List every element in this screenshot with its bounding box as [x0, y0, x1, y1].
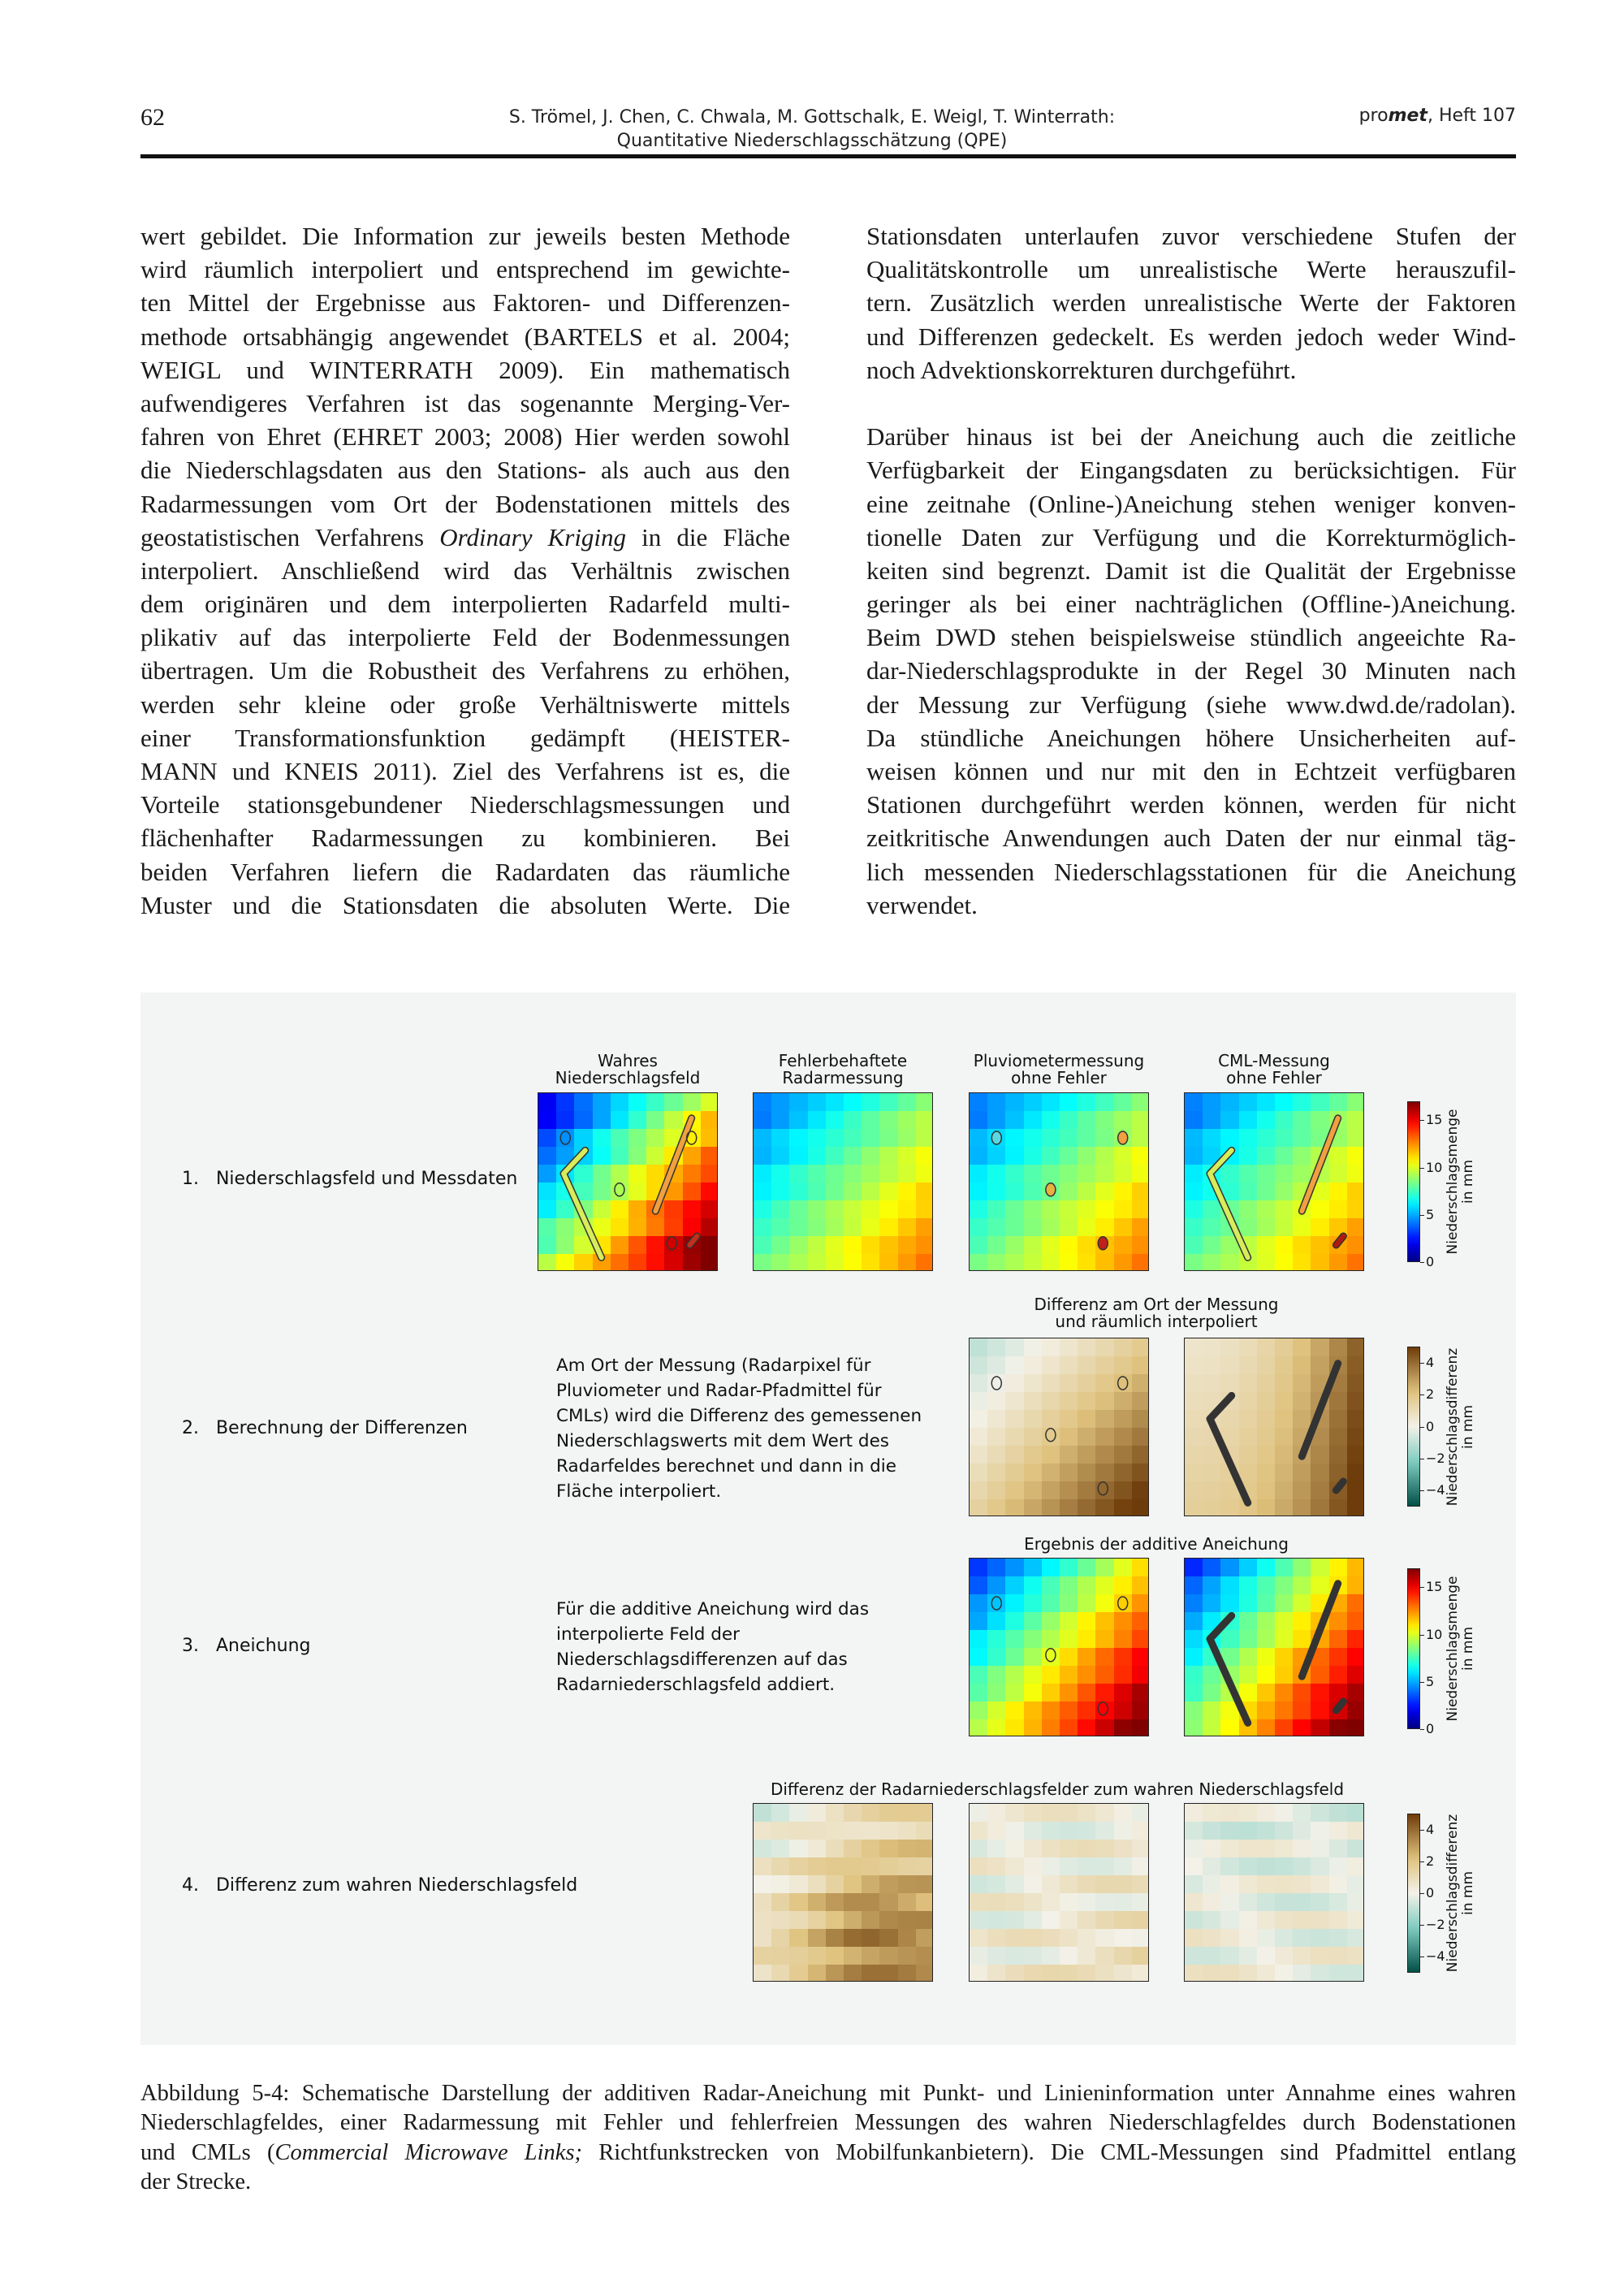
title-line: und räumlich interpoliert: [1055, 1312, 1258, 1331]
colorbar-tick-label: 15: [1426, 1579, 1443, 1595]
text-line: dem originären und dem interpolierten Radarfeld multi-: [140, 590, 790, 619]
panel-pluviometer: [969, 1092, 1149, 1271]
colorbar-tick-mark: [1420, 1925, 1424, 1926]
text-line: tern. Zusätzlich werden unrealistische Werte der Faktoren: [866, 288, 1516, 318]
colorbar-tick-mark: [1420, 1490, 1424, 1491]
rain-gauge-marker: [1046, 1429, 1056, 1442]
colorbar-tick-label: 10: [1426, 1159, 1443, 1175]
title-line: Differenz am Ort der Messung: [1034, 1295, 1279, 1314]
cml-link-fill: [564, 1150, 602, 1257]
cml-link-fill: [1210, 1615, 1248, 1723]
text-segment: und CMLs (: [140, 2139, 275, 2165]
text-line: beiden Verfahren liefern die Radardaten das räumliche: [140, 857, 790, 886]
colorbar-tick-label: 0: [1426, 1721, 1435, 1736]
text-line: WEIGL und WINTERRATH 2009). Ein mathematisch: [140, 355, 790, 384]
colorbar-label: [1445, 1330, 1476, 1524]
text-line: MANN und KNEIS 2011). Ziel des Verfahrens ist es, die: [140, 757, 790, 785]
rain-gauge-marker: [615, 1183, 624, 1196]
description-line: Am Ort der Messung (Radarpixel für: [556, 1356, 871, 1376]
colorbar-label: [1445, 1796, 1476, 1991]
colorbar-tick-mark: [1420, 1861, 1424, 1862]
colorbar-tick-mark: [1420, 1682, 1424, 1683]
rain-gauge-marker: [1118, 1377, 1128, 1390]
text-segment: geostatistischen Verfahrens: [140, 522, 440, 551]
panel-diff-pluvio: [969, 1338, 1149, 1516]
cml-link-fill: [655, 1118, 691, 1211]
cml-link-fill: [1210, 1395, 1248, 1503]
rain-gauge-marker: [1098, 1237, 1108, 1250]
description-line: Radarniederschlagsfeld addiert.: [556, 1675, 836, 1695]
text-line: keiten sind begrenzt. Damit ist die Qualität der Ergebnisse: [866, 556, 1516, 585]
rain-gauge-marker: [1118, 1597, 1128, 1610]
cml-link-fill: [1302, 1118, 1337, 1211]
text-line: wert gebildet. Die Information zur jeweils besten Methode: [140, 222, 790, 250]
colorbar-tick-label: 5: [1426, 1206, 1435, 1222]
caption-line: Niederschlagfeldes, einer Radarmessung mit Fehler und fehlerfreien Messungen des wahren Niederschlagfeldes durch Bodenstationen: [140, 2110, 1516, 2136]
caption-line: [140, 2138, 1516, 2168]
page-number: 62: [140, 104, 165, 131]
caption-line: der Strecke.: [140, 2169, 252, 2195]
title-line: Fehlerbehaftete: [778, 1051, 908, 1070]
colorbar-tick-label: −4: [1426, 1948, 1445, 1965]
text-line: Darüber hinaus ist bei der Aneichung auch die zeitliche: [866, 422, 1516, 452]
panel-title: [1168, 1053, 1380, 1087]
colorbar-tick-mark: [1420, 1830, 1424, 1831]
rain-gauge-marker: [1118, 1131, 1128, 1144]
panel-error-cml: [1184, 1803, 1364, 1982]
colorbar-tick-label: 10: [1426, 1626, 1443, 1642]
panel-overlay: [970, 1559, 1149, 1736]
text-line: methode ortsabhängig angewendet (BARTELS et al. 2004;: [140, 322, 790, 351]
colorbar-tick-label: 0: [1426, 1885, 1435, 1900]
rain-gauge-marker: [991, 1597, 1001, 1610]
text-line: werden sehr kleine oder große Verhältniswerte mittels: [140, 690, 790, 719]
title-line: CML-Messung: [1218, 1051, 1330, 1070]
figure-caption: [140, 2079, 1516, 2198]
row-label: 3. Aneichung: [182, 1636, 311, 1656]
text-line: Qualitätskontrolle um unrealistische Werte herauszufil-: [866, 255, 1516, 284]
panel-radar: [753, 1092, 933, 1271]
panel-overlay: [970, 1804, 1149, 1982]
text-line: geringer als bei einer nachträglichen (Offline-)Aneichung.: [866, 590, 1516, 619]
panel-overlay: [538, 1093, 718, 1271]
description-line: CMLs) wird die Differenz des gemessenen: [556, 1406, 922, 1426]
text-line: verwendet.: [866, 890, 978, 919]
colorbar-tick-mark: [1420, 1262, 1424, 1263]
text-line: plikativ auf das interpolierte Feld der Bodenmessungen: [140, 623, 790, 652]
title-line: Wahres: [598, 1051, 658, 1070]
colorbar-tick-label: −2: [1426, 1917, 1445, 1933]
colorbar-label-line: Niederschlagsmenge: [1445, 1576, 1461, 1722]
text-line: interpoliert. Anschließend wird das Verhältnis zwischen: [140, 556, 790, 585]
panel-adjusted-pluvio: [969, 1558, 1149, 1736]
colorbar-precip: [1407, 1101, 1420, 1262]
rain-gauge-marker: [687, 1131, 697, 1144]
panel-overlay: [970, 1093, 1149, 1271]
italic-text: Ordinary Kriging: [439, 522, 627, 551]
rain-gauge-marker: [1098, 1482, 1108, 1495]
colorbar-tick-label: −2: [1426, 1450, 1445, 1466]
title-line: Pluviometermessung: [973, 1051, 1145, 1070]
colorbar-label: [1445, 1084, 1476, 1279]
text-line: lich messenden Niederschlagsstationen für die Aneichung: [866, 857, 1516, 886]
colorbar-tick-mark: [1420, 1120, 1424, 1121]
text-line: fahren von Ehret (EHRET 2003; 2008) Hier werden sowohl: [140, 422, 790, 452]
rain-gauge-marker: [560, 1131, 570, 1144]
panel-diff-cml: [1184, 1338, 1364, 1516]
colorbar-label-line: in mm: [1460, 1870, 1476, 1916]
row-label: 4. Differenz zum wahren Niederschlagsfeld: [182, 1875, 578, 1896]
text-line: flächenhafter Radarmessungen zu kombinieren. Bei: [140, 824, 790, 853]
colorbar-tick-mark: [1420, 1635, 1424, 1636]
description-line: Niederschlagsdifferenzen auf das: [556, 1650, 848, 1670]
panel-overlay: [1185, 1804, 1364, 1982]
text-line: eine zeitnahe (Online-)Aneichung stehen weniger konven-: [866, 489, 1516, 518]
colorbar-tick-label: 4: [1426, 1354, 1435, 1370]
caption-line: Abbildung 5-4: Schematische Darstellung der additiven Radar-Aneichung mit Punkt- und Linieninformation unter Annahme eines wahren: [140, 2081, 1516, 2106]
colorbar-label-line: in mm: [1460, 1159, 1476, 1204]
row-label: 2. Berechnung der Differenzen: [182, 1418, 468, 1438]
text-line: wird räumlich interpoliert und entsprechend im gewichte-: [140, 255, 790, 284]
text-line: Stationen durchgeführt werden können, werden für nicht: [866, 790, 1516, 819]
text-line: Beim DWD stehen beispielsweise stündlich angeeichte Ra-: [866, 623, 1516, 652]
description-line: interpolierte Feld der: [556, 1624, 740, 1645]
text-line: zeitkritische Anwendungen auch Daten der nur einmal täg-: [866, 824, 1516, 853]
colorbar-tick-mark: [1420, 1363, 1424, 1364]
description-line: Radarfeldes berechnet und dann in die: [556, 1456, 896, 1477]
panel-overlay: [1185, 1338, 1364, 1516]
text-line: einer Transformationsfunktion gedämpft (HEISTER-: [140, 723, 790, 752]
colorbar-tick-label: 4: [1426, 1821, 1435, 1837]
colorbar-precip: [1407, 1568, 1420, 1729]
text-line: ten Mittel der Ergebnisse aus Faktoren- und Differenzen-: [140, 288, 790, 318]
colorbar-tick-mark: [1420, 1394, 1424, 1395]
colorbar-label-line: in mm: [1460, 1626, 1476, 1671]
colorbar-tick-label: 0: [1426, 1418, 1435, 1434]
journal-post: , Heft 107: [1427, 106, 1516, 126]
text-line: tionelle Daten zur Verfügung und die Korrekturmöglich-: [866, 522, 1516, 551]
colorbar-tick-label: 5: [1426, 1673, 1435, 1689]
title-line: Niederschlagsfeld: [555, 1068, 701, 1087]
text-line: übertragen. Um die Robustheit des Verfahrens zu erhöhen,: [140, 656, 790, 685]
text-line: und Differenzen gedeckelt. Es werden jedoch weder Wind-: [866, 322, 1516, 351]
text-line: Vorteile stationsgebundener Niederschlagsmessungen und: [140, 790, 790, 819]
panel-overlay: [970, 1338, 1149, 1516]
rain-gauge-marker: [667, 1237, 676, 1250]
journal-bold: met: [1388, 106, 1427, 126]
panel-title: [737, 1053, 948, 1087]
description-line: Für die additive Aneichung wird das: [556, 1599, 870, 1619]
cml-link-fill: [1336, 1481, 1343, 1490]
cml-link-fill: [1302, 1584, 1337, 1676]
rain-gauge-marker: [1046, 1649, 1056, 1662]
colorbar-tick-label: 2: [1426, 1386, 1435, 1403]
journal-pre: pro: [1358, 106, 1389, 126]
cml-link-fill: [1210, 1150, 1248, 1257]
colorbar-tick-label: 2: [1426, 1853, 1435, 1869]
row-label: 1. Niederschlagsfeld und Messdaten: [182, 1169, 518, 1189]
text-line: der Messung zur Verfügung (siehe www.dwd.de/radolan).: [866, 690, 1516, 719]
panel-overlay: [754, 1804, 933, 1982]
panel-overlay: [1185, 1559, 1364, 1736]
colorbar-tick-mark: [1420, 1427, 1424, 1428]
text-line: Stationsdaten unterlaufen zuvor verschiedene Stufen der: [866, 222, 1516, 250]
text-line: aufwendigeres Verfahren ist das sogenannte Merging-Ver-: [140, 388, 790, 417]
text-line: dar-Niederschlagsprodukte in der Regel 30 Minuten nach: [866, 656, 1516, 685]
rain-gauge-marker: [991, 1131, 1001, 1144]
colorbar-label-line: in mm: [1460, 1404, 1476, 1449]
panel-title: [522, 1053, 733, 1087]
title-line: ohne Fehler: [1011, 1068, 1107, 1087]
title-line: Differenz der Radarniederschlagsfelder zum wahren Niederschlagsfeld: [770, 1779, 1345, 1799]
text-line: Muster und die Stationsdaten die absoluten Werte. Die: [140, 890, 790, 919]
cml-link-fill: [1336, 1701, 1343, 1710]
text-line: Verfügbarkeit der Eingangsdaten zu berücksichtigen. Für: [866, 456, 1516, 485]
text-line: noch Advektionskorrekturen durchgeführt.: [866, 355, 1297, 384]
panel-title: [692, 1781, 1423, 1798]
text-line: die Niederschlagsdaten aus den Stations- als auch aus den: [140, 456, 790, 485]
italic-text: Commercial Microwave Links;: [274, 2139, 583, 2165]
colorbar-tick-label: 15: [1426, 1112, 1443, 1128]
description-line: Fläche interpoliert.: [556, 1481, 722, 1502]
colorbar-tick-mark: [1420, 1587, 1424, 1588]
colorbar-diff: [1407, 1347, 1420, 1507]
text-line: Radarmessungen vom Ort der Bodenstationen mittels des: [140, 489, 790, 518]
colorbar-tick-mark: [1420, 1729, 1424, 1730]
row-description: [556, 1597, 938, 1697]
panel-overlay: [1185, 1093, 1364, 1271]
rain-gauge-marker: [1046, 1183, 1056, 1196]
title-line: Ergebnis der additive Aneichung: [1024, 1534, 1289, 1554]
text-line: Da stündliche Aneichungen höhere Unsicherheiten auf-: [866, 723, 1516, 752]
colorbar-tick-label: −4: [1426, 1482, 1445, 1498]
colorbar-label-line: Niederschlagsdifferenz: [1445, 1814, 1461, 1973]
description-line: Pluviometer und Radar-Pfadmittel für: [556, 1381, 882, 1401]
description-line: Niederschlagswerts mit dem Wert des: [556, 1431, 890, 1451]
colorbar-label-line: Niederschlagsmenge: [1445, 1109, 1461, 1255]
panel-overlay: [754, 1093, 933, 1271]
text-segment: in die Fläche: [626, 522, 791, 551]
colorbar-label: [1445, 1551, 1476, 1746]
panel-true-field: [538, 1092, 718, 1271]
title-line: Radarmessung: [782, 1068, 904, 1087]
text-segment: Richtfunkstrecken von Mobilfunkanbietern). Die CML-Messungen sind Pfadmittel entlang: [582, 2139, 1516, 2165]
colorbar-tick-mark: [1420, 1168, 1424, 1169]
colorbar-diff: [1407, 1814, 1420, 1973]
panel-title: [953, 1053, 1164, 1087]
colorbar-label-line: Niederschlagsdifferenz: [1445, 1347, 1461, 1506]
header-title: Quantitative Niederschlagsschätzung (QPE): [616, 131, 1008, 151]
title-line: ohne Fehler: [1226, 1068, 1322, 1087]
rain-gauge-marker: [1098, 1702, 1108, 1715]
panel-error-pluvio: [969, 1803, 1149, 1982]
panel-cml: [1184, 1092, 1364, 1271]
panel-title: [953, 1536, 1359, 1553]
panel-adjusted-cml: [1184, 1558, 1364, 1736]
colorbar-tick-label: 0: [1426, 1254, 1435, 1269]
header-authors: S. Trömel, J. Chen, C. Chwala, M. Gottschalk, E. Weigl, T. Winterrath:: [508, 107, 1116, 128]
colorbar-tick-mark: [1420, 1215, 1424, 1216]
rain-gauge-marker: [991, 1377, 1001, 1390]
text-line: weisen können und nur mit den in Echtzeit verfügbaren: [866, 757, 1516, 785]
panel-error-radar: [753, 1803, 933, 1982]
cml-link-fill: [689, 1236, 697, 1245]
cml-link-fill: [1336, 1236, 1343, 1245]
row-description: [556, 1353, 938, 1504]
panel-title: [953, 1296, 1359, 1330]
colorbar-tick-mark: [1420, 1893, 1424, 1894]
cml-link-fill: [1302, 1364, 1337, 1456]
